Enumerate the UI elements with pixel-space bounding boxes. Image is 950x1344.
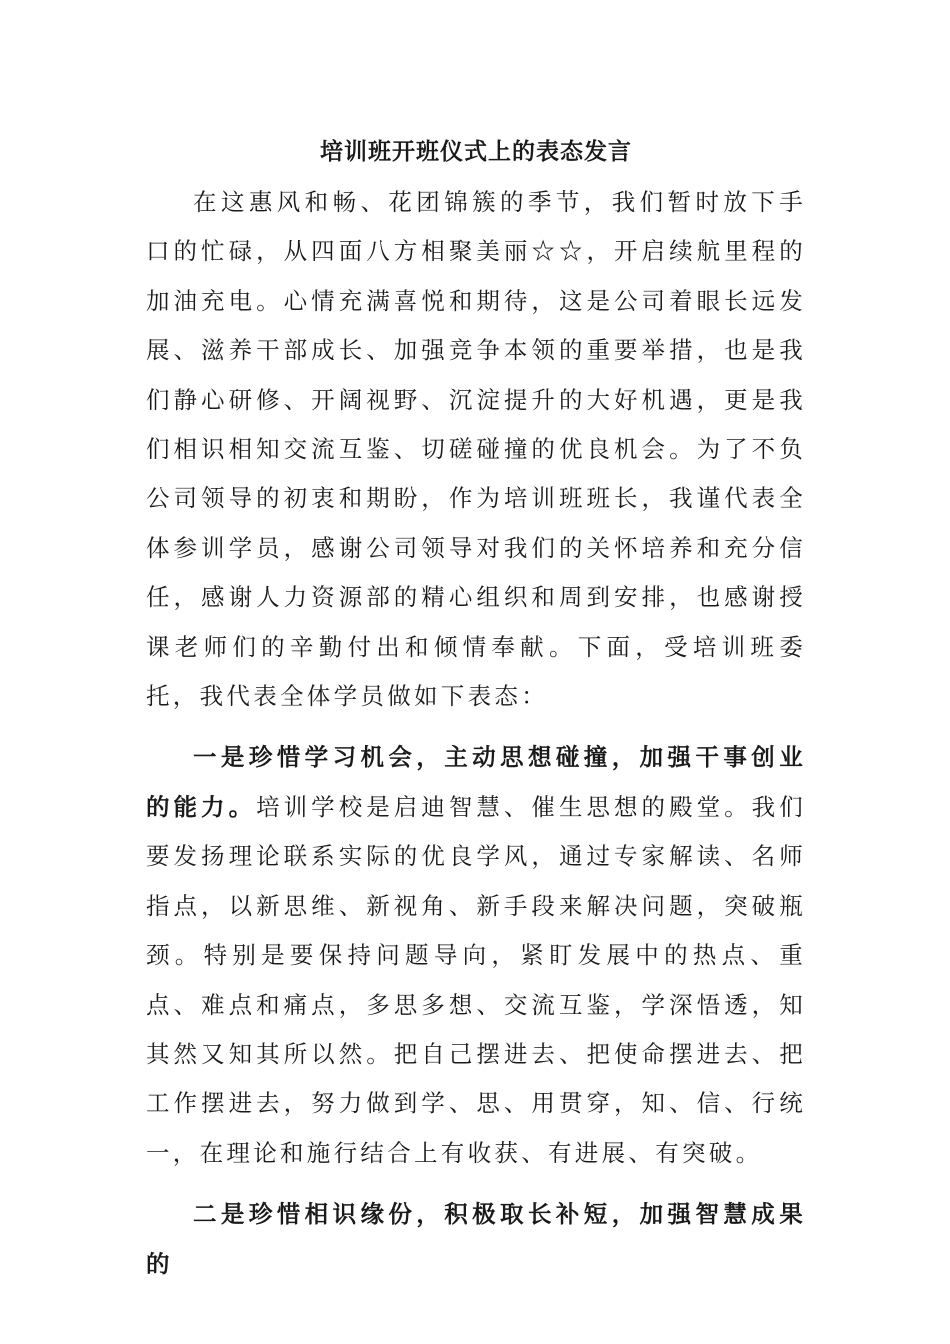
paragraph-opening (146, 178, 806, 721)
paragraph-point-one (146, 733, 806, 1178)
paragraph-text: 在这惠风和畅、花团锦簇的季节，我们暂时放下手口的忙碌，从四面八方相聚美丽☆☆，开启续航里程的加油充电。心情充满喜悦和期待，这是公司着眼长远发展、滋养干部成长、加强竞争本领的重要举措，也是我们静心研修、开阔视野、沉淀提升的大好机遇，更是我们相识相知交流互鉴、切磋碰撞的优良机会。为了不负公司领导的初衷和期盼，作为培训班班长，我谨代表全体参训学员，感谢公司领导对我们的关怀培养和充分信任，感谢人力资源部的精心组织和周到安排，也感谢授课老师们的辛勤付出和倾情奉献。下面，受培训班委托，我代表全体学员做如下表态： (146, 188, 806, 711)
paragraph-lead-heading: 二是珍惜相识缘份，积极取长补短，加强智慧成果的 (146, 1200, 806, 1278)
paragraph-text: 培训学校是启迪智慧、催生思想的殿堂。我们要发扬理论联系实际的优良学风，通过专家解读、名师指点，以新思维、新视角、新手段来解决问题，突破瓶颈。特别是要保持问题导向，紧盯发展中的热点、重点、难点和痛点，多思多想、交流互鉴，学深悟透，知其然又知其所以然。把自己摆进去、把使命摆进去、把工作摆进去，努力做到学、思、用贯穿，知、信、行统一，在理论和施行结合上有收获、有进展、有突破。 (146, 792, 806, 1167)
paragraph-point-two (146, 1190, 806, 1289)
paragraph-lead-heading: 一是珍惜学习机会，主动思想碰撞，加强干事创业的能力。 (146, 743, 806, 821)
document-title: 培训班开班仪式上的表态发言 (320, 138, 632, 165)
document-body (146, 126, 806, 1289)
